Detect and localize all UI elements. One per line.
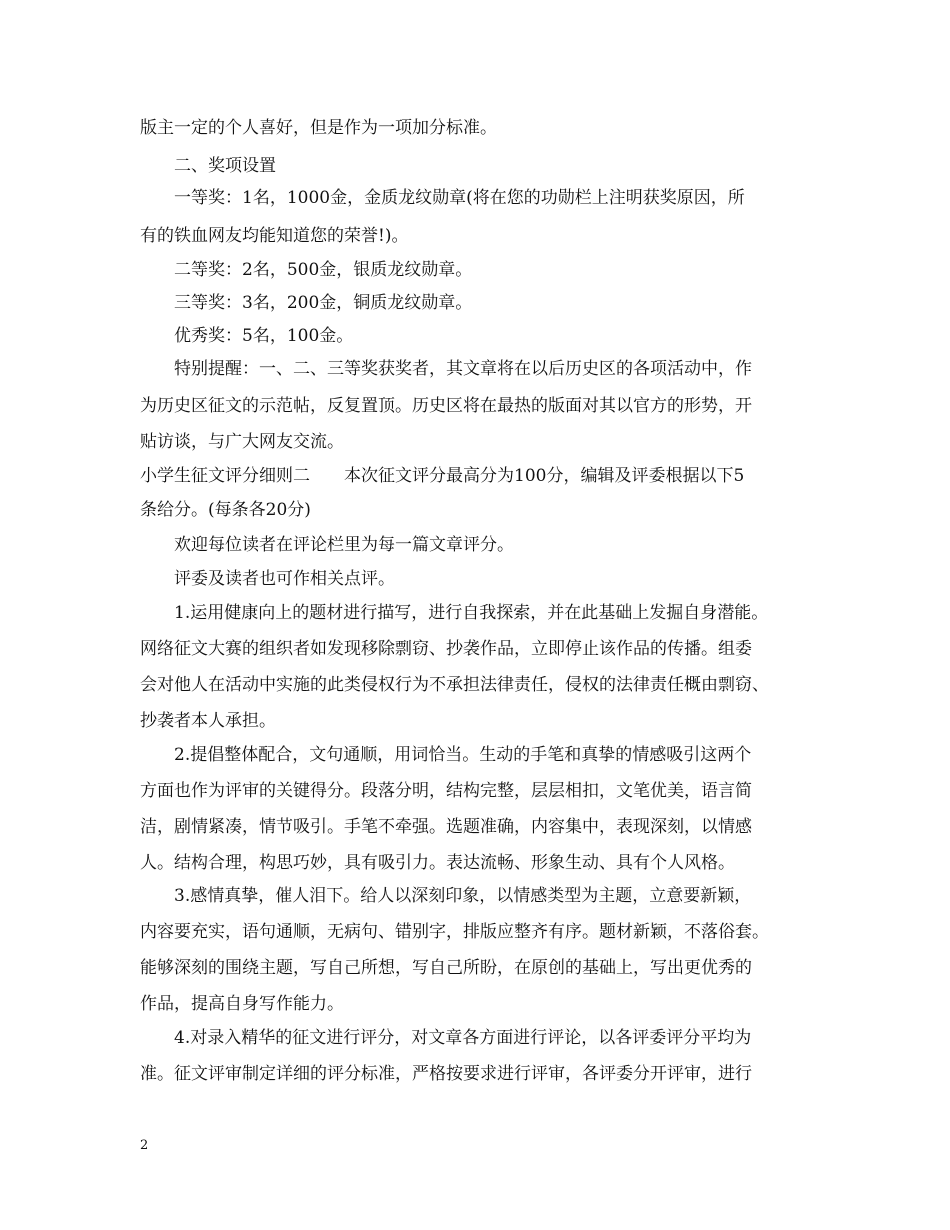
body-text-line: 3.感情真挚，催人泪下。给人以深刻印象，以情感类型为主题，立意要新颖，: [140, 886, 752, 906]
body-text-line: 4.对录入精华的征文进行评分，对文章各方面进行评论，以各评委评分平均为: [140, 1028, 752, 1048]
body-text-line: 优秀奖：5名，100金。: [140, 326, 354, 346]
body-text-line: 特别提醒：一、二、三等奖获奖者，其文章将在以后历史区的各项活动中，作: [140, 359, 752, 379]
body-text-line: 贴访谈，与广大网友交流。: [140, 432, 344, 452]
body-text-line: 准。征文评审制定详细的评分标准，严格按要求进行评审，各评委分开评审，进行: [140, 1064, 752, 1084]
body-text-line: 方面也作为评审的关键得分。段落分明，结构完整，层层相扣，文笔优美，语言简: [140, 781, 752, 801]
body-text-line: 作品，提高自身写作能力。: [140, 994, 344, 1014]
body-text-line: 2.提倡整体配合，文句通顺，用词恰当。生动的手笔和真挚的情感吸引这两个: [140, 745, 752, 765]
body-text-line: 版主一定的个人喜好，但是作为一项加分标准。: [140, 118, 497, 138]
body-text-line: 网络征文大赛的组织者如发现移除剽窃、抄袭作品，立即停止该作品的传播。组委: [140, 639, 752, 659]
body-text-line: 欢迎每位读者在评论栏里为每一篇文章评分。: [140, 535, 514, 555]
body-text-line: 为历史区征文的示范帖，反复置顶。历史区将在最热的版面对其以官方的形势，开: [140, 396, 752, 416]
body-text-line: 内容要充实，语句通顺，无病句、错别字，排版应整齐有序。题材新颖，不落俗套。: [140, 922, 769, 942]
body-text-line: 能够深刻的围绕主题，写自己所想，写自己所盼，在原创的基础上，写出更优秀的: [140, 958, 752, 978]
page-number: 2: [140, 1138, 149, 1153]
body-text-line: 会对他人在活动中实施的此类侵权行为不承担法律责任，侵权的法律责任概由剽窃、: [140, 675, 769, 695]
body-text-line: 条给分。(每条各20分): [140, 500, 311, 520]
body-text-line: 人。结构合理，构思巧妙，具有吸引力。表达流畅、形象生动、具有个人风格。: [140, 853, 735, 873]
section-heading: 二、奖项设置: [140, 156, 276, 176]
body-text-line: 有的铁血网友均能知道您的荣誉!)。: [140, 226, 409, 246]
body-text-line: 小学生征文评分细则二 本次征文评分最高分为100分，编辑及评委根据以下5: [140, 466, 745, 486]
body-text-line: 1.运用健康向上的题材进行描写，进行自我探索，并在此基础上发掘自身潜能。: [140, 603, 769, 623]
body-text-line: 抄袭者本人承担。: [140, 711, 276, 731]
body-text-line: 一等奖：1名，1000金，金质龙纹勋章(将在您的功勋栏上注明获奖原因，所: [140, 188, 745, 208]
body-text-line: 洁，剧情紧凑，情节吸引。手笔不牵强。选题准确，内容集中，表现深刻，以情感: [140, 817, 752, 837]
body-text-line: 三等奖：3名，200金，铜质龙纹勋章。: [140, 293, 473, 313]
body-text-line: 二等奖：2名，500金，银质龙纹勋章。: [140, 260, 473, 280]
body-text-line: 评委及读者也可作相关点评。: [140, 569, 395, 589]
